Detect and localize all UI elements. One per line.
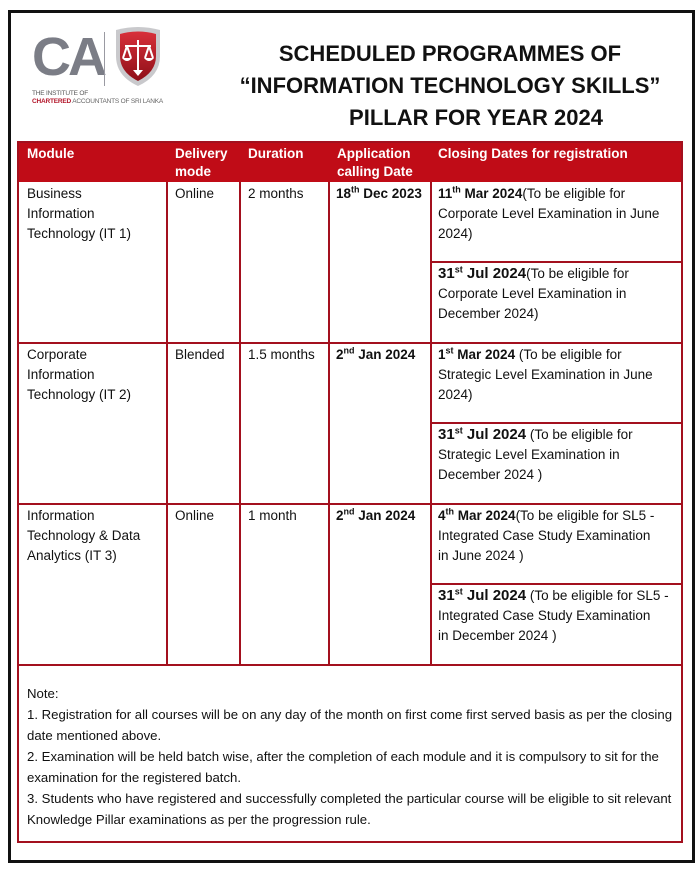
header-delivery-mode: [175, 145, 228, 181]
note-item: 1. Registration for all courses will be on any day of the month on first come first served basis as per the closing date mentioned above.: [27, 707, 673, 743]
header-app-line-1: Application: [337, 146, 411, 161]
row-1-duration: 2 months: [248, 186, 304, 201]
closing-text: Strategic Level Examination in: [438, 447, 620, 462]
ca-sri-lanka-logo: [30, 24, 170, 104]
row-divider: [19, 342, 681, 344]
note-heading: Note:: [27, 686, 59, 701]
closing-text: Corporate Level Examination in: [438, 286, 627, 301]
column-divider: [239, 182, 241, 664]
app-day: 2: [336, 347, 344, 362]
row-2-duration: 1.5 months: [248, 347, 315, 362]
closing-text: Integrated Case Study Examination: [438, 528, 651, 543]
closing-text: December 2024 ): [438, 467, 543, 482]
header-application-date: [337, 145, 413, 181]
row-3-closing-1: [438, 506, 654, 566]
closing-text: 2024): [438, 226, 473, 241]
schedule-table: [17, 141, 683, 843]
closing-day: 31: [438, 426, 455, 443]
row-2-module: [27, 345, 131, 405]
column-divider: [328, 182, 330, 664]
closing-day: 4: [438, 508, 446, 523]
title-line-3: PILLAR FOR YEAR 2024: [349, 105, 603, 130]
closing-suffix: th: [452, 184, 461, 195]
logo-line-1: THE INSTITUTE OF: [32, 90, 89, 97]
closing-text: 2024): [438, 387, 473, 402]
app-suffix: th: [351, 184, 360, 195]
row-2-delivery: Blended: [175, 347, 225, 362]
closing-rest: Mar 2024: [460, 186, 523, 201]
header-delivery-line-2: mode: [175, 164, 212, 179]
row-1-delivery: Online: [175, 186, 215, 201]
closing-text: in June 2024 ): [438, 548, 524, 563]
closing-rest: Jul 2024: [462, 587, 527, 604]
closing-suffix: th: [445, 506, 455, 517]
closing-text: Integrated Case Study Examination: [438, 608, 651, 623]
logo-line-2-red: CHARTERED: [32, 98, 72, 105]
closing-rest: Mar 2024: [454, 508, 516, 523]
column-divider: [166, 182, 168, 664]
app-rest: Dec 2023: [359, 186, 422, 201]
header-delivery-line-1: Delivery: [175, 146, 228, 161]
row-divider: [19, 664, 681, 666]
closing-text: in December 2024 ): [438, 628, 557, 643]
notes-section: [27, 683, 677, 830]
closing-text: (To be eligible for: [526, 427, 633, 442]
closing-day: 31: [438, 587, 455, 604]
title-line-2: “INFORMATION TECHNOLOGY SKILLS”: [239, 73, 661, 98]
title-line-1: SCHEDULED PROGRAMMES OF: [278, 41, 622, 66]
module-line: Technology (IT 2): [27, 387, 132, 402]
closing-suffix: st: [454, 264, 463, 275]
closing-day: 11: [438, 186, 453, 201]
app-suffix: nd: [343, 345, 355, 356]
note-item: 2. Examination will be held batch wise, after the completion of each module and it is compulsory to sit for the examination for the registered batch.: [27, 749, 659, 785]
scales-of-justice-shield-icon: [112, 26, 164, 88]
page-title: [230, 38, 670, 134]
closing-text: (To be eligible for: [522, 186, 626, 201]
row-1-application-date: [336, 184, 422, 204]
app-rest: Jan 2024: [354, 508, 416, 523]
header-app-line-2: calling Date: [337, 164, 413, 179]
module-line: Technology & Data: [27, 528, 141, 543]
row-2-closing-1: [438, 345, 653, 405]
row-2-application-date: [336, 345, 415, 365]
app-rest: Jan 2024: [354, 347, 416, 362]
closing-rest: Mar 2024: [453, 347, 516, 362]
module-line: Technology (IT 1): [27, 226, 132, 241]
row-3-delivery: Online: [175, 508, 215, 523]
closing-suffix: st: [445, 345, 454, 356]
closing-text: December 2024): [438, 306, 539, 321]
logo-mark: CA: [32, 27, 104, 87]
closing-text: (To be eligible for: [526, 266, 629, 281]
row-3-module: [27, 506, 140, 566]
closing-text: (To be eligible for SL5 -: [515, 508, 655, 523]
subrow-divider: [430, 422, 681, 424]
closing-text: (To be eligible for SL5 -: [526, 588, 669, 603]
logo-line-2-rest: ACCOUNTANTS OF SRI LANKA: [71, 98, 164, 105]
closing-suffix: st: [454, 425, 463, 436]
module-line: Business: [27, 186, 82, 201]
app-day: 2: [336, 508, 344, 523]
module-line: Information: [27, 508, 95, 523]
module-line: Corporate: [27, 347, 88, 362]
row-2-closing-2: [438, 425, 633, 485]
row-1-module: [27, 184, 131, 244]
row-divider: [19, 503, 681, 505]
closing-text: Strategic Level Examination in June: [438, 367, 653, 382]
header-module: Module: [27, 146, 75, 161]
closing-text: (To be eligible for: [515, 347, 622, 362]
logo-line-2: [32, 98, 163, 105]
closing-day: 1: [438, 347, 446, 362]
closing-rest: Jul 2024: [462, 265, 527, 282]
row-3-duration: 1 month: [248, 508, 297, 523]
header-closing-dates: Closing Dates for registration: [438, 146, 628, 161]
closing-rest: Jul 2024: [462, 426, 527, 443]
row-1-closing-2: [438, 264, 629, 324]
note-item: 3. Students who have registered and successfully completed the particular course will be eligible to sit relevant Knowledge Pillar examinations as per the progression rule.: [27, 791, 672, 827]
app-suffix: nd: [343, 506, 355, 517]
logo-divider: [104, 32, 105, 86]
module-line: Information: [27, 367, 95, 382]
row-3-closing-2: [438, 586, 669, 646]
module-line: Analytics (IT 3): [27, 548, 117, 563]
closing-day: 31: [438, 265, 455, 282]
subrow-divider: [430, 261, 681, 263]
closing-suffix: st: [454, 586, 463, 597]
module-line: Information: [27, 206, 95, 221]
header-duration: Duration: [248, 146, 304, 161]
closing-text: Corporate Level Examination in June: [438, 206, 660, 221]
table-header: [19, 143, 681, 182]
row-1-closing-1: [438, 184, 659, 244]
app-day: 18: [336, 186, 352, 201]
subrow-divider: [430, 583, 681, 585]
row-3-application-date: [336, 506, 415, 526]
